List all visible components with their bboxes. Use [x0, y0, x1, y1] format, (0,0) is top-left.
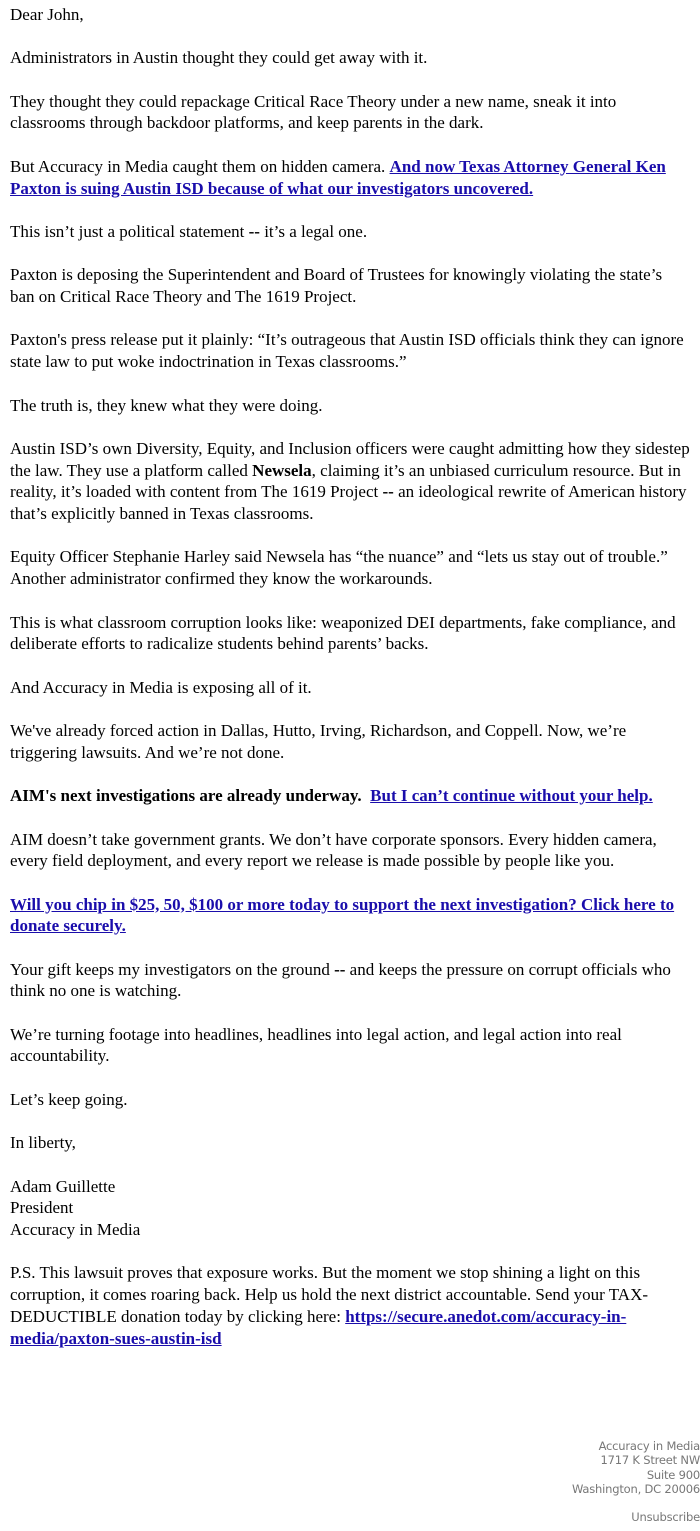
paragraph-no-grants: AIM doesn’t take government grants. We don’t have corporate sponsors. Every hidden camera, every field deployment, and every report we release is made possible by people like you.: [10, 829, 657, 871]
dash: --: [382, 482, 394, 502]
footer-street: 1717 K Street NW: [600, 1453, 700, 1468]
signature-org: Accuracy in Media: [10, 1220, 141, 1240]
signature-name: Adam Guillette: [10, 1176, 116, 1196]
greeting: Dear John,: [10, 5, 84, 24]
investigations-bold: AIM's next investigations are already underway.: [10, 786, 362, 806]
signature-title: President: [10, 1198, 74, 1218]
donate-link[interactable]: Will you chip in $25, 50, $100 or more today to support the next investigation? Click here to donate securely.: [10, 894, 675, 936]
paragraph-equity-officer: Equity Officer Stephanie Harley said Newsela has “the nuance” and “lets us stay out of trouble.” Another administrator confirmed they know the workarounds.: [10, 547, 668, 589]
help-link[interactable]: But I can’t continue without your help.: [370, 786, 653, 806]
paragraph-next-investigations: [10, 785, 690, 807]
signature-block: [10, 1176, 690, 1241]
newsela-text-a: Austin ISD’s own Diversity, Equity, and Inclusion officers were caught admitting how they sidestep the law. They use a platform called: [10, 438, 690, 480]
dash: --: [248, 221, 260, 241]
legal-statement-text-a: This isn’t just a political statement: [10, 221, 249, 241]
footer-city: Washington, DC 20006: [571, 1481, 700, 1496]
newsela-bold: Newsela: [252, 460, 312, 480]
paragraph-press-release: Paxton's press release put it plainly: “It’s outrageous that Austin ISD officials think they can ignore state law to put woke indoctrination in Texas classrooms.”: [10, 330, 684, 372]
paragraph-truth: The truth is, they knew what they were doing.: [10, 395, 323, 415]
newsela-text-b: , claiming it’s an unbiased curriculum resource. But in reality, it’s loaded with content from The 1619 Project: [10, 460, 681, 502]
paragraph-exposing: And Accuracy in Media is exposing all of it.: [10, 677, 312, 697]
paragraph-repackage: They thought they could repackage Critical Race Theory under a new name, sneak it into classrooms through backdoor platforms, and keep parents in the dark.: [10, 91, 617, 133]
paragraph-legal-statement: [10, 221, 690, 243]
unsubscribe-link[interactable]: Unsubscribe: [631, 1510, 700, 1524]
paragraph-gift: [10, 959, 690, 1002]
footer-org: Accuracy in Media: [598, 1439, 700, 1453]
paragraph-intro: Administrators in Austin thought they could get away with it.: [10, 48, 428, 68]
paragraph-footage: We’re turning footage into headlines, headlines into legal action, and legal action into real accountability.: [10, 1024, 622, 1066]
legal-statement-text-b: it’s a legal one.: [259, 221, 368, 241]
ps-donation-link[interactable]: https://secure.anedot.com/accuracy-in-media/paxton-sues-austin-isd: [10, 1306, 627, 1348]
paragraph-donate: [10, 894, 690, 937]
paragraph-corruption: This is what classroom corruption looks like: weaponized DEI departments, fake compliance, and deliberate efforts to radicalize students behind parents’ backs.: [10, 612, 676, 654]
paragraph-deposing: Paxton is deposing the Superintendent and Board of Trustees for knowingly violating the state’s ban on Critical Race Theory and The 1619 Project.: [10, 265, 663, 307]
hidden-camera-text: But Accuracy in Media caught them on hidden camera.: [10, 156, 390, 176]
gift-text-b: and keeps the pressure on corrupt officials who think no one is watching.: [10, 959, 671, 1001]
ps-text: P.S. This lawsuit proves that exposure works. But the moment we stop shining a light on this corruption, it comes roaring back. Help us hold the next district accountable. Send your TAX-DEDUCTIBLE donation today by clicking here:: [10, 1263, 649, 1326]
paragraph-ps: [10, 1262, 690, 1349]
gift-text-a: Your gift keeps my investigators on the ground: [10, 959, 335, 979]
paragraph-forced-action: We've already forced action in Dallas, Hutto, Irving, Richardson, and Coppell. Now, we’re triggering lawsuits. And we’re not done.: [10, 721, 627, 762]
dash: --: [334, 959, 346, 979]
email-body: [10, 4, 690, 1371]
footer-address: [572, 1439, 700, 1496]
paxton-lawsuit-link[interactable]: And now Texas Attorney General Ken Paxton is suing Austin ISD because of what our investigators uncovered.: [10, 156, 666, 198]
paragraph-newsela: [10, 438, 690, 525]
paragraph-keep-going: Let’s keep going.: [10, 1089, 128, 1109]
footer-suite: Suite 900: [646, 1467, 700, 1482]
closing: In liberty,: [10, 1133, 76, 1153]
paragraph-hidden-camera: [10, 156, 690, 199]
newsela-text-c: an ideological rewrite of American history that’s explicitly banned in Texas classrooms.: [10, 482, 687, 524]
